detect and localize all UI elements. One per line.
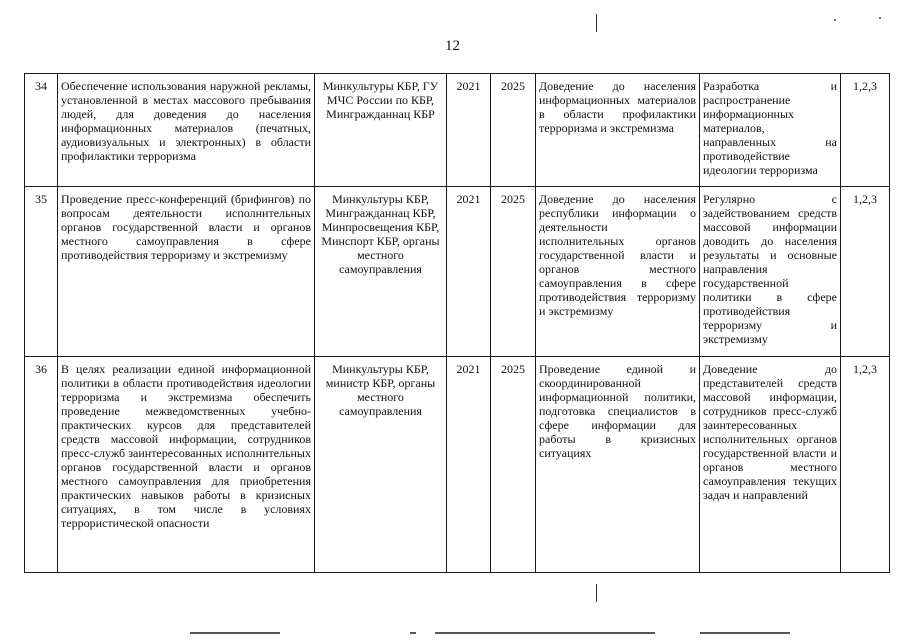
scan-dot	[879, 17, 881, 19]
executors-cell: Минкультуры КБР, Мингражданнац КБР, Минпросвещения КБР, Минспорт КБР, органы местного самоуправления	[315, 187, 447, 357]
activity-cell: В целях реализации единой информационной политики в области противодействия идеологии терроризма и экстремизма обеспечить проведение межведомственных учебно-практических курсов для представителей средств массовой информации, сотрудников пресс-служб заинтересованных исполнительных органов государственной власти и органов местного самоуправления для приобретения практических навыков работы в кризисных ситуациях, в том числе в условиях террористической опасности	[58, 357, 315, 573]
scan-dot	[834, 19, 836, 21]
tasks-cell: 1,2,3	[841, 357, 890, 573]
page-number: 12	[445, 38, 460, 54]
measures-table	[24, 73, 890, 573]
table-row	[25, 187, 890, 357]
scan-edge-line	[435, 632, 655, 634]
table-row	[25, 74, 890, 187]
start-year-cell: 2021	[447, 74, 491, 187]
row-number: 35	[25, 187, 58, 357]
table-row	[25, 357, 890, 573]
result-cell: Доведение до населения информационных материалов в области профилактики терроризма и экстремизма	[536, 74, 700, 187]
executors-cell: Минкультуры КБР, министр КБР, органы местного самоуправления	[315, 357, 447, 573]
activity-cell: Проведение пресс-конференций (брифингов) по вопросам деятельности исполнительных органов государственной власти и органов местного самоуправления в сфере противодействия терроризму и экстремизму	[58, 187, 315, 357]
indicator-cell: Разработка и распространение информационных материалов, направленных на противодействие идеологии терроризма	[700, 74, 841, 187]
activity-cell: Обеспечение использования наружной рекламы, установленной в местах массового пребывания людей, для доведения до населения информационных материалов (печатных, аудиовизуальных и электронных) в области профилактики терроризма	[58, 74, 315, 187]
scan-mark-bottom	[596, 584, 597, 602]
end-year-cell: 2025	[491, 187, 536, 357]
indicator-cell: Доведение до представителей средств массовой информации, сотрудников пресс-служб заинтересованных исполнительных органов государственной власти и органов местного самоуправления текущих задач и направлений	[700, 357, 841, 573]
start-year-cell: 2021	[447, 357, 491, 573]
result-cell: Доведение до населения республики информации о деятельности исполнительных органов государственной власти и органов местного самоуправления в сфере противодействия терроризму и экстремизму	[536, 187, 700, 357]
tasks-cell: 1,2,3	[841, 187, 890, 357]
end-year-cell: 2025	[491, 74, 536, 187]
scan-edge-line	[410, 632, 416, 634]
end-year-cell: 2025	[491, 357, 536, 573]
row-number: 36	[25, 357, 58, 573]
scan-edge-line	[700, 632, 790, 634]
executors-cell: Минкультуры КБР, ГУ МЧС России по КБР, Мингражданнац КБР	[315, 74, 447, 187]
scan-mark-top	[596, 14, 597, 32]
row-number: 34	[25, 74, 58, 187]
indicator-cell: Регулярно с задействованием средств массовой информации доводить до населения результаты и основные направления государственной политики в сфере противодействия терроризму и экстремизму	[700, 187, 841, 357]
start-year-cell: 2021	[447, 187, 491, 357]
scan-edge-line	[190, 632, 280, 634]
tasks-cell: 1,2,3	[841, 74, 890, 187]
result-cell: Проведение единой и скоординированной информационной политики, подготовка специалистов в сфере информации для работы в кризисных ситуациях	[536, 357, 700, 573]
